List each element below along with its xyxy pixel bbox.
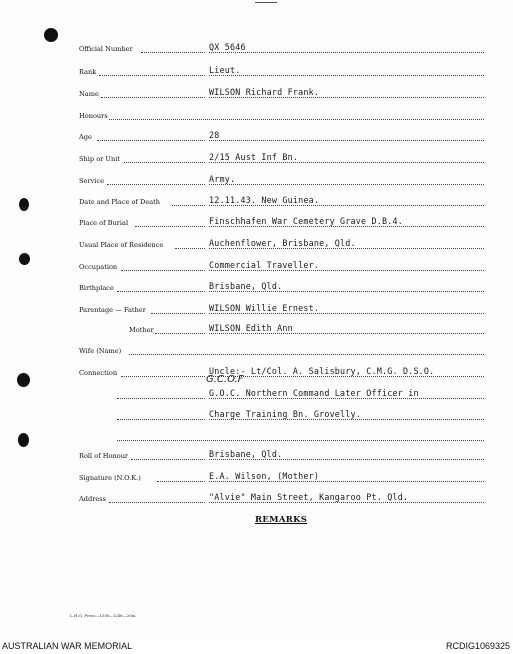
value-age: 28 xyxy=(209,130,220,140)
footer-record-id: RCDIG1069325 xyxy=(445,641,510,651)
row-father xyxy=(79,302,484,316)
row-connection-4 xyxy=(79,429,484,443)
label-place-of-burial: Place of Burial xyxy=(79,219,129,227)
label-address: Address xyxy=(79,495,107,503)
value-connection-line3: Charge Training Bn. Grovelly. xyxy=(209,409,362,419)
label-age: Age xyxy=(79,133,92,141)
label-occupation: Occupation xyxy=(79,263,118,271)
press-note: L.H.Q. Press—1556—1/46—20m. xyxy=(70,613,137,618)
row-birthplace xyxy=(79,280,484,294)
row-connection-3 xyxy=(79,408,484,422)
value-name: WILSON Richard Frank. xyxy=(209,87,320,97)
row-place-of-burial xyxy=(79,215,484,229)
value-birthplace: Brisbane, Qld. xyxy=(209,281,283,291)
punch-hole xyxy=(19,253,30,265)
label-ship-or-unit: Ship or Unit xyxy=(79,155,120,163)
label-birthplace: Birthplace xyxy=(79,284,114,292)
label-date-place-death: Date and Place of Death xyxy=(79,198,161,206)
row-wife xyxy=(79,343,484,357)
value-signature: E.A. Wilson, (Mother) xyxy=(209,471,320,481)
label-father: Parentage — Father xyxy=(79,306,146,314)
value-occupation: Commercial Traveller. xyxy=(209,260,320,270)
value-usual-residence: Auchenflower, Brisbane, Qld. xyxy=(209,238,356,248)
row-rank xyxy=(79,64,484,78)
label-name: Name xyxy=(79,90,99,98)
label-rank: Rank xyxy=(79,68,97,76)
row-official-number xyxy=(79,41,484,55)
value-service: Army. xyxy=(209,174,236,184)
row-mother xyxy=(79,322,484,336)
label-roll-of-honour: Roll of Honour xyxy=(79,452,129,460)
label-official-number: Official Number xyxy=(79,45,133,53)
row-age xyxy=(79,129,484,143)
label-service: Service xyxy=(79,177,105,185)
value-mother: WILSON Edith Ann xyxy=(209,323,293,333)
label-connection: Connection xyxy=(79,369,118,377)
row-honours xyxy=(79,108,484,122)
punch-hole xyxy=(18,433,29,447)
value-connection-line1: Uncle:- Lt/Col. A. Salisbury, C.M.G. D.S.O. xyxy=(209,366,435,376)
top-mark xyxy=(255,2,277,6)
row-ship-or-unit xyxy=(79,151,484,165)
row-roll-of-honour xyxy=(79,448,484,462)
punch-hole xyxy=(19,198,29,211)
row-occupation xyxy=(79,259,484,273)
archive-footer xyxy=(0,640,513,654)
label-signature: Signature (N.O.K.) xyxy=(79,474,141,482)
row-date-place-death xyxy=(79,194,484,208)
remarks-heading: REMARKS xyxy=(255,515,308,525)
label-mother: Mother xyxy=(129,326,154,334)
value-connection-line2: G.O.C. Northern Command Later Officer in xyxy=(209,388,419,398)
row-usual-residence xyxy=(79,237,484,251)
footer-archive-name: AUSTRALIAN WAR MEMORIAL xyxy=(2,641,133,651)
value-address: "Alvie" Main Street, Kangaroo Pt. Qld. xyxy=(209,492,409,502)
label-usual-residence: Usual Place of Residence xyxy=(79,241,164,249)
value-ship-or-unit: 2/15 Aust Inf Bn. xyxy=(209,152,299,162)
value-official-number: QX 5646 xyxy=(209,42,246,52)
value-date-place-death: 12.11.43. New Guinea. xyxy=(209,195,320,205)
row-service xyxy=(79,173,484,187)
row-connection xyxy=(79,365,484,379)
label-honours: Honours xyxy=(79,112,108,120)
row-connection-2 xyxy=(79,387,484,401)
row-name xyxy=(79,86,484,100)
row-signature xyxy=(79,470,484,484)
value-roll-of-honour: Brisbane, Qld. xyxy=(209,449,283,459)
handwritten-correction: G.C.O.F xyxy=(206,374,244,385)
value-rank: Lieut. xyxy=(209,65,241,75)
row-address xyxy=(79,491,484,505)
punch-hole xyxy=(44,28,58,42)
punch-hole xyxy=(17,373,30,387)
value-place-of-burial: Finschhafen War Cemetery Grave D.B.4. xyxy=(209,216,403,226)
value-father: WILSON Willie Ernest. xyxy=(209,303,320,313)
label-wife: Wife (Name) xyxy=(79,347,122,355)
